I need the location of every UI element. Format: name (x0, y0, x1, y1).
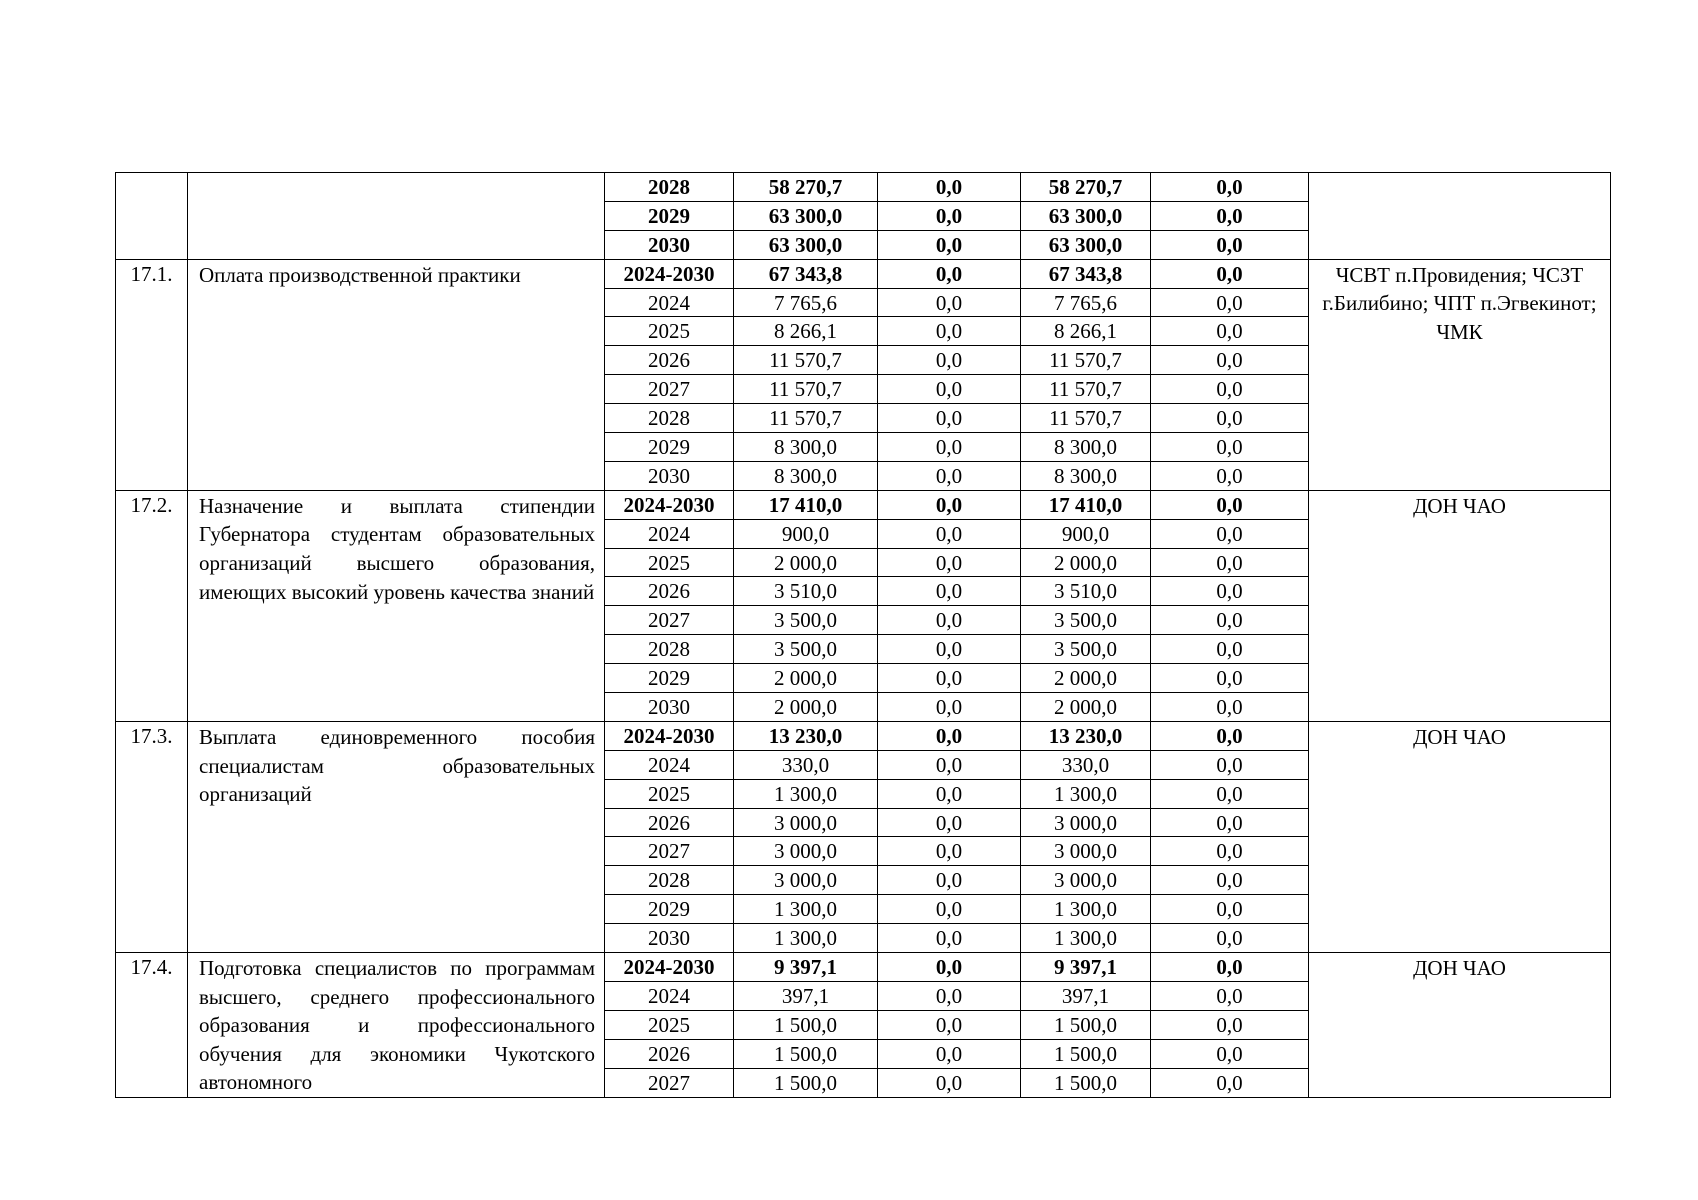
executor-cell: ДОН ЧАО (1309, 490, 1611, 721)
total-amount-cell: 2 000,0 (734, 548, 878, 577)
regional-budget-cell: 397,1 (1021, 982, 1151, 1011)
table-row (116, 490, 1611, 519)
federal-budget-cell: 0,0 (878, 635, 1021, 664)
year-cell: 2030 (605, 230, 734, 259)
year-cell: 2030 (605, 924, 734, 953)
regional-budget-cell: 63 300,0 (1021, 201, 1151, 230)
local-budget-cell: 0,0 (1151, 490, 1309, 519)
total-amount-cell: 17 410,0 (734, 490, 878, 519)
local-budget-cell: 0,0 (1151, 519, 1309, 548)
local-budget-cell: 0,0 (1151, 317, 1309, 346)
federal-budget-cell: 0,0 (878, 808, 1021, 837)
local-budget-cell: 0,0 (1151, 1068, 1309, 1097)
year-cell: 2025 (605, 548, 734, 577)
total-amount-cell: 2 000,0 (734, 693, 878, 722)
local-budget-cell: 0,0 (1151, 693, 1309, 722)
regional-budget-cell: 58 270,7 (1021, 173, 1151, 202)
local-budget-cell: 0,0 (1151, 577, 1309, 606)
item-number-cell: 17.3. (116, 721, 188, 952)
year-cell: 2027 (605, 606, 734, 635)
federal-budget-cell: 0,0 (878, 375, 1021, 404)
item-number-cell: 17.1. (116, 259, 188, 490)
federal-budget-cell: 0,0 (878, 404, 1021, 433)
federal-budget-cell: 0,0 (878, 461, 1021, 490)
executor-cell: ДОН ЧАО (1309, 953, 1611, 1098)
item-name-cell: Выплата единовременного пособия специалистам образовательных организаций (188, 721, 605, 952)
federal-budget-cell: 0,0 (878, 953, 1021, 982)
local-budget-cell: 0,0 (1151, 548, 1309, 577)
year-cell: 2028 (605, 635, 734, 664)
table-row (116, 953, 1611, 982)
local-budget-cell: 0,0 (1151, 779, 1309, 808)
total-amount-cell: 8 300,0 (734, 433, 878, 462)
federal-budget-cell: 0,0 (878, 606, 1021, 635)
total-amount-cell: 3 000,0 (734, 808, 878, 837)
local-budget-cell: 0,0 (1151, 982, 1309, 1011)
local-budget-cell: 0,0 (1151, 461, 1309, 490)
executor-cell: ДОН ЧАО (1309, 721, 1611, 952)
regional-budget-cell: 3 000,0 (1021, 808, 1151, 837)
local-budget-cell: 0,0 (1151, 1040, 1309, 1069)
year-cell: 2030 (605, 461, 734, 490)
regional-budget-cell: 8 300,0 (1021, 461, 1151, 490)
year-cell: 2026 (605, 1040, 734, 1069)
local-budget-cell: 0,0 (1151, 953, 1309, 982)
year-cell: 2024 (605, 750, 734, 779)
federal-budget-cell: 0,0 (878, 924, 1021, 953)
federal-budget-cell: 0,0 (878, 490, 1021, 519)
regional-budget-cell: 8 300,0 (1021, 433, 1151, 462)
total-amount-cell: 11 570,7 (734, 404, 878, 433)
total-amount-cell: 11 570,7 (734, 346, 878, 375)
year-cell: 2028 (605, 173, 734, 202)
federal-budget-cell: 0,0 (878, 664, 1021, 693)
federal-budget-cell: 0,0 (878, 1068, 1021, 1097)
item-name-cell: Подготовка специалистов по программам высшего, среднего профессионального образования и профессионального обучения для экономики Чукотского автономного (188, 953, 605, 1098)
local-budget-cell: 0,0 (1151, 750, 1309, 779)
year-cell: 2029 (605, 895, 734, 924)
local-budget-cell: 0,0 (1151, 259, 1309, 288)
regional-budget-cell: 7 765,6 (1021, 288, 1151, 317)
budget-table-body (116, 173, 1611, 1098)
item-name-cell: Оплата производственной практики (188, 259, 605, 490)
federal-budget-cell: 0,0 (878, 433, 1021, 462)
total-amount-cell: 58 270,7 (734, 173, 878, 202)
local-budget-cell: 0,0 (1151, 664, 1309, 693)
regional-budget-cell: 330,0 (1021, 750, 1151, 779)
total-amount-cell: 330,0 (734, 750, 878, 779)
year-cell: 2027 (605, 837, 734, 866)
federal-budget-cell: 0,0 (878, 1040, 1021, 1069)
total-amount-cell: 8 300,0 (734, 461, 878, 490)
total-amount-cell: 3 000,0 (734, 866, 878, 895)
total-amount-cell: 1 300,0 (734, 779, 878, 808)
year-cell: 2027 (605, 1068, 734, 1097)
local-budget-cell: 0,0 (1151, 346, 1309, 375)
year-cell: 2025 (605, 317, 734, 346)
regional-budget-cell: 1 300,0 (1021, 895, 1151, 924)
total-amount-cell: 13 230,0 (734, 721, 878, 750)
federal-budget-cell: 0,0 (878, 779, 1021, 808)
total-amount-cell: 3 000,0 (734, 837, 878, 866)
local-budget-cell: 0,0 (1151, 721, 1309, 750)
regional-budget-cell: 900,0 (1021, 519, 1151, 548)
year-cell: 2024-2030 (605, 953, 734, 982)
total-amount-cell: 67 343,8 (734, 259, 878, 288)
regional-budget-cell: 11 570,7 (1021, 346, 1151, 375)
federal-budget-cell: 0,0 (878, 548, 1021, 577)
total-amount-cell: 3 510,0 (734, 577, 878, 606)
total-amount-cell: 1 500,0 (734, 1068, 878, 1097)
year-cell: 2029 (605, 664, 734, 693)
federal-budget-cell: 0,0 (878, 259, 1021, 288)
local-budget-cell: 0,0 (1151, 201, 1309, 230)
regional-budget-cell: 2 000,0 (1021, 693, 1151, 722)
total-amount-cell: 8 266,1 (734, 317, 878, 346)
local-budget-cell: 0,0 (1151, 924, 1309, 953)
table-row (116, 721, 1611, 750)
local-budget-cell: 0,0 (1151, 375, 1309, 404)
total-amount-cell: 397,1 (734, 982, 878, 1011)
local-budget-cell: 0,0 (1151, 635, 1309, 664)
item-name-cell (188, 173, 605, 260)
total-amount-cell: 1 300,0 (734, 924, 878, 953)
federal-budget-cell: 0,0 (878, 201, 1021, 230)
local-budget-cell: 0,0 (1151, 837, 1309, 866)
table-row (116, 173, 1611, 202)
year-cell: 2029 (605, 201, 734, 230)
year-cell: 2030 (605, 693, 734, 722)
local-budget-cell: 0,0 (1151, 895, 1309, 924)
federal-budget-cell: 0,0 (878, 288, 1021, 317)
item-number-cell: 17.2. (116, 490, 188, 721)
year-cell: 2024 (605, 982, 734, 1011)
regional-budget-cell: 1 500,0 (1021, 1040, 1151, 1069)
year-cell: 2025 (605, 1011, 734, 1040)
year-cell: 2024-2030 (605, 721, 734, 750)
regional-budget-cell: 2 000,0 (1021, 664, 1151, 693)
federal-budget-cell: 0,0 (878, 837, 1021, 866)
local-budget-cell: 0,0 (1151, 404, 1309, 433)
regional-budget-cell: 1 500,0 (1021, 1011, 1151, 1040)
federal-budget-cell: 0,0 (878, 750, 1021, 779)
year-cell: 2024 (605, 519, 734, 548)
federal-budget-cell: 0,0 (878, 577, 1021, 606)
year-cell: 2024 (605, 288, 734, 317)
regional-budget-cell: 67 343,8 (1021, 259, 1151, 288)
local-budget-cell: 0,0 (1151, 606, 1309, 635)
federal-budget-cell: 0,0 (878, 1011, 1021, 1040)
item-name-cell: Назначение и выплата стипендии Губернатора студентам образовательных организаций высшего образования, имеющих высокий уровень качества знаний (188, 490, 605, 721)
local-budget-cell: 0,0 (1151, 1011, 1309, 1040)
budget-table-page (115, 172, 1610, 1098)
regional-budget-cell: 3 500,0 (1021, 606, 1151, 635)
total-amount-cell: 63 300,0 (734, 230, 878, 259)
regional-budget-cell: 3 000,0 (1021, 837, 1151, 866)
year-cell: 2025 (605, 779, 734, 808)
item-number-cell: 17.4. (116, 953, 188, 1098)
federal-budget-cell: 0,0 (878, 982, 1021, 1011)
year-cell: 2026 (605, 346, 734, 375)
local-budget-cell: 0,0 (1151, 288, 1309, 317)
regional-budget-cell: 3 510,0 (1021, 577, 1151, 606)
regional-budget-cell: 3 500,0 (1021, 635, 1151, 664)
regional-budget-cell: 9 397,1 (1021, 953, 1151, 982)
federal-budget-cell: 0,0 (878, 866, 1021, 895)
executor-cell (1309, 173, 1611, 260)
total-amount-cell: 2 000,0 (734, 664, 878, 693)
federal-budget-cell: 0,0 (878, 519, 1021, 548)
local-budget-cell: 0,0 (1151, 173, 1309, 202)
table-row (116, 259, 1611, 288)
regional-budget-cell: 17 410,0 (1021, 490, 1151, 519)
federal-budget-cell: 0,0 (878, 895, 1021, 924)
total-amount-cell: 1 300,0 (734, 895, 878, 924)
total-amount-cell: 3 500,0 (734, 606, 878, 635)
regional-budget-cell: 11 570,7 (1021, 375, 1151, 404)
regional-budget-cell: 3 000,0 (1021, 866, 1151, 895)
year-cell: 2027 (605, 375, 734, 404)
regional-budget-cell: 63 300,0 (1021, 230, 1151, 259)
regional-budget-cell: 8 266,1 (1021, 317, 1151, 346)
total-amount-cell: 3 500,0 (734, 635, 878, 664)
total-amount-cell: 9 397,1 (734, 953, 878, 982)
total-amount-cell: 11 570,7 (734, 375, 878, 404)
year-cell: 2029 (605, 433, 734, 462)
year-cell: 2024-2030 (605, 490, 734, 519)
year-cell: 2028 (605, 404, 734, 433)
regional-budget-cell: 11 570,7 (1021, 404, 1151, 433)
regional-budget-cell: 1 300,0 (1021, 924, 1151, 953)
federal-budget-cell: 0,0 (878, 721, 1021, 750)
total-amount-cell: 1 500,0 (734, 1011, 878, 1040)
federal-budget-cell: 0,0 (878, 693, 1021, 722)
year-cell: 2024-2030 (605, 259, 734, 288)
regional-budget-cell: 2 000,0 (1021, 548, 1151, 577)
total-amount-cell: 900,0 (734, 519, 878, 548)
federal-budget-cell: 0,0 (878, 346, 1021, 375)
year-cell: 2026 (605, 577, 734, 606)
regional-budget-cell: 1 300,0 (1021, 779, 1151, 808)
year-cell: 2026 (605, 808, 734, 837)
local-budget-cell: 0,0 (1151, 230, 1309, 259)
regional-budget-cell: 1 500,0 (1021, 1068, 1151, 1097)
federal-budget-cell: 0,0 (878, 173, 1021, 202)
budget-table (115, 172, 1611, 1098)
federal-budget-cell: 0,0 (878, 230, 1021, 259)
local-budget-cell: 0,0 (1151, 866, 1309, 895)
item-number-cell (116, 173, 188, 260)
total-amount-cell: 1 500,0 (734, 1040, 878, 1069)
local-budget-cell: 0,0 (1151, 808, 1309, 837)
federal-budget-cell: 0,0 (878, 317, 1021, 346)
regional-budget-cell: 13 230,0 (1021, 721, 1151, 750)
local-budget-cell: 0,0 (1151, 433, 1309, 462)
total-amount-cell: 63 300,0 (734, 201, 878, 230)
year-cell: 2028 (605, 866, 734, 895)
total-amount-cell: 7 765,6 (734, 288, 878, 317)
executor-cell: ЧСВТ п.Провидения; ЧСЗТ г.Билибино; ЧПТ п.Эгвекинот; ЧМК (1309, 259, 1611, 490)
